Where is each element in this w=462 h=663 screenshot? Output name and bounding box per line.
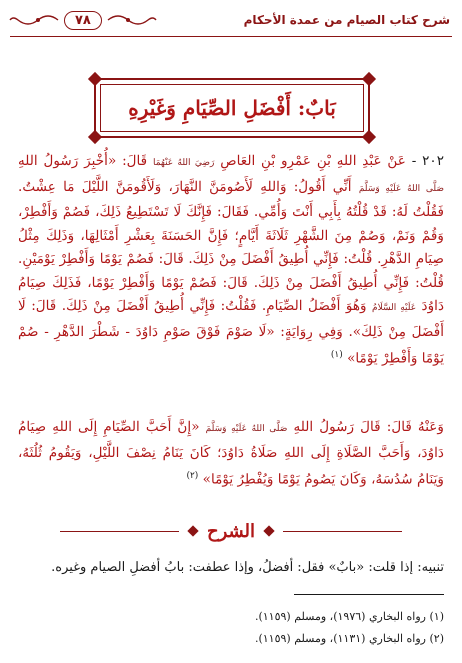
hadith-202 <box>18 150 444 371</box>
sharh-label: الشرح <box>206 520 256 542</box>
hadith-chain: عَنْ عَبْدِ اللهِ بْنِ عَمْرِو بْنِ العَاصِ <box>220 153 406 169</box>
footnotes <box>18 606 444 650</box>
honorific-prophet: صَلَّى اللهُ عَلَيْهِ وَسَلَّمَ <box>205 424 288 434</box>
corner-ornament-icon <box>362 72 376 86</box>
page-number: ٧٨ <box>64 11 102 30</box>
tanbih-note: تنبيه: إذا قلت: «بابٌ» فقل: أفضلُ، وإذا عطفت: بابُ أفضلِ الصيام وغيره. <box>51 560 444 575</box>
honorific-dawud: عَلَيْهِ السَّلَامُ <box>372 303 417 313</box>
chapter-title-box <box>94 78 370 138</box>
footnote-divider <box>294 594 444 595</box>
hadith-text: قَالَ: «أُخْبِرَ رَسُولُ اللهِ <box>18 153 148 169</box>
sharh-divider <box>60 518 402 544</box>
header-divider <box>10 36 452 37</box>
chapter-title: بَابٌ: أَفْضَلِ الصِّيَامِ وَغَيْرِهِ <box>128 96 336 120</box>
divider-line <box>283 531 402 532</box>
hadith-text: وَهُوَ أَفْضَلُ الصِّيَامِ. فَقُلْتُ: فَإِنِّي أُطِيقُ أَفْضَلَ مِنْ ذَلِكَ. قَالَ: لَا أَفْضَلَ مِنْ ذَلِكَ». وَفِي رِوَايَةٍ: «لَا صَوْمَ فَوْقَ صَوْمِ دَاوُدَ - شَطْرَ الدَّهْرِ - صُمْ يَوْمًا وَأَفْطِرْ يَوْمًا» <box>18 298 444 367</box>
diamond-icon <box>263 525 274 536</box>
corner-ornament-icon <box>362 130 376 144</box>
page-number-group <box>8 11 158 30</box>
hadith-number: ٢٠٢ - <box>411 153 445 169</box>
hadith-text: أَنِّي أَقُولُ: وَاللهِ لَأَصُومَنَّ النَّهَارَ، وَلَأَقُومَنَّ اللَّيْلَ مَا عِشْتُ. فَقُلْتُ لَهُ: قَدْ قُلْتُهُ بِأَبِي أَنْتَ وَأُمِّي. فَقَالَ: فَإِنَّكَ لَا تَسْتَطِيعُ ذَلِكَ، فَصُمْ وَأَفْطِرْ، وَقُمْ وَنَمْ، وَصُمْ مِنَ الشَّهْرِ ثَلَاثَةَ أَيَّامٍ؛ فَإِنَّ الحَسَنَةَ بِعَشْرِ أَمْثَالِهَا، وَذَلِكَ مِثْلُ صِيَامِ الدَّهْرِ. قُلْتُ: فَإِنِّي أُطِيقُ أَفْضَلَ مِنْ ذَلِكَ. قَالَ: فَصُمْ يَوْمًا وَأَفْطِرْ يَوْمَيْنِ. قُلْتُ: فَإِنِّي أُطِيقُ أَفْضَلَ مِنْ ذَلِكَ. قَالَ: فَصُمْ يَوْمًا وَأَفْطِرْ يَوْمًا، فَذَلِكَ صِيَامُ دَاوُدَ <box>18 178 444 314</box>
footnote-1: (١) رواه البخاري (١٩٧٦)، ومسلم (١١٥٩). <box>254 610 444 623</box>
diamond-icon <box>187 525 198 536</box>
footnote-marker: (١) <box>330 350 343 360</box>
honorific-prophet: صَلَّى اللهُ عَلَيْهِ وَسَلَّمَ <box>358 183 444 194</box>
honorific-companion: رَضِيَ اللهُ عَنْهُمَا <box>152 158 215 168</box>
divider-line <box>60 531 179 532</box>
hadith-text: وَعَنْهُ قَالَ: قَالَ رَسُولُ اللهِ <box>293 419 444 435</box>
running-header <box>8 6 454 34</box>
footnote-2: (٢) رواه البخاري (١١٣١)، ومسلم (١١٥٩). <box>254 632 444 645</box>
ornament-icon <box>8 12 60 28</box>
hadith-203 <box>18 416 444 492</box>
hadith-text: «إِنَّ أَحَبَّ الصِّيَامِ إِلَى اللهِ صِيَامُ دَاوُدَ، وَأَحَبَّ الصَّلَاةِ إِلَى اللهِ صَلَاةُ دَاوُدَ؛ كَانَ يَنَامُ نِصْفَ اللَّيْلِ، وَيَقُومُ ثُلُثَهُ، وَيَنَامُ سُدُسَهُ، وَكَانَ يَصُومُ يَوْمًا وَيُفْطِرُ يَوْمًا» <box>18 419 444 488</box>
footnote-marker: (٢) <box>186 471 199 481</box>
running-title: شرح كتاب الصيام من عمدة الأحكام <box>243 13 450 27</box>
corner-ornament-icon <box>88 130 102 144</box>
ornament-icon <box>106 12 158 28</box>
